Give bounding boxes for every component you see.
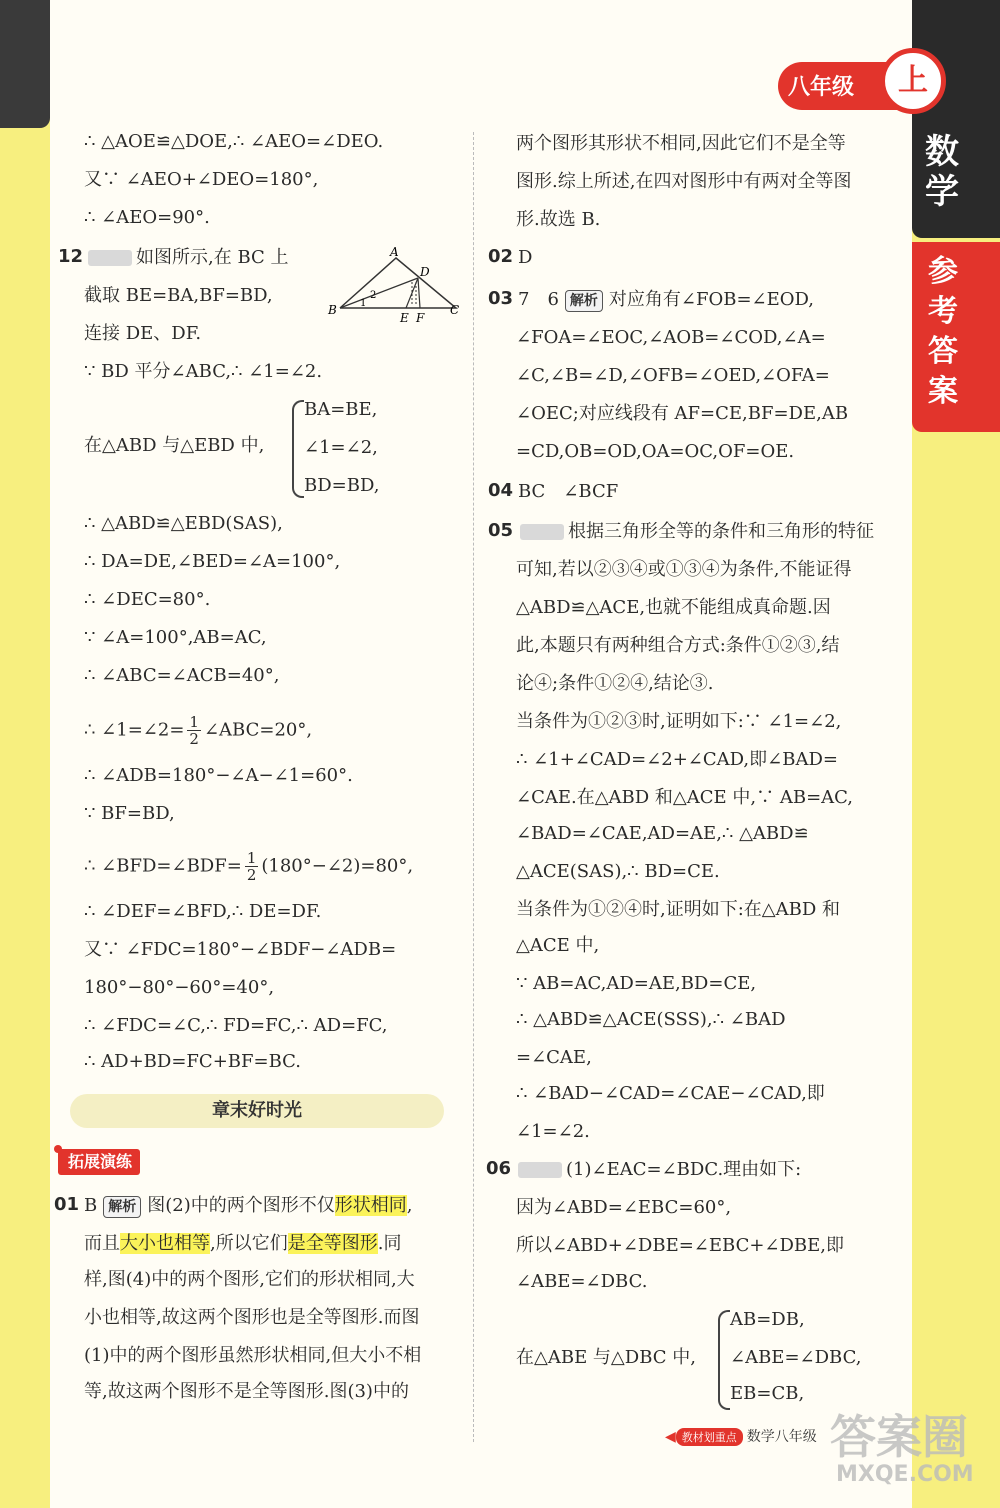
section-char: 案 bbox=[928, 374, 958, 409]
figure-label: C bbox=[450, 303, 460, 317]
text-line: (1)中的两个图形虽然形状相同,但大小不相 bbox=[84, 1345, 422, 1366]
text-line: ∵ AB=AC,AD=AE,BD=CE, bbox=[516, 973, 757, 994]
text-line: 截取 BE=BA,BF=BD, bbox=[84, 285, 273, 306]
figure-label: F bbox=[416, 311, 425, 324]
subject-char: 数 bbox=[925, 132, 959, 172]
term-badge: 上 bbox=[880, 48, 946, 114]
text-line: 图形.综上所述,在四对图形中有两对全等图 bbox=[516, 171, 852, 192]
text-line bbox=[84, 1194, 412, 1218]
text-line: 形.故选 B. bbox=[516, 209, 601, 230]
analysis-badge: 解析 bbox=[565, 290, 603, 312]
text-line: BD=BD, bbox=[304, 475, 380, 496]
brace bbox=[718, 1310, 730, 1410]
figure-label: 2 bbox=[370, 290, 377, 301]
text-span: 根据三角形全等的条件和三角形的特征 bbox=[568, 521, 874, 542]
text-line: ∵ BD 平分∠ABC,∴ ∠1=∠2. bbox=[84, 361, 323, 382]
fraction-line bbox=[84, 850, 413, 883]
figure-label: A bbox=[390, 246, 399, 259]
text-line: ∠BAD=∠CAE,AD=AE,∴ △ABD≌ bbox=[516, 823, 809, 844]
text-line: 因为∠ABD=∠EBC=60°, bbox=[516, 1197, 732, 1218]
analysis-badge: 解析 bbox=[103, 1196, 141, 1218]
text-line: 两个图形其形状不相同,因此它们不是全等 bbox=[516, 133, 846, 154]
watermark-logo bbox=[830, 1412, 974, 1488]
fraction bbox=[245, 850, 259, 883]
text-line: ∠1=∠2. bbox=[516, 1121, 590, 1142]
text-line: ∴ ∠BAD−∠CAD=∠CAE−∠CAD,即 bbox=[516, 1083, 825, 1104]
text-line bbox=[88, 246, 289, 270]
text-span: .同 bbox=[377, 1233, 402, 1254]
section-char: 考 bbox=[928, 294, 958, 329]
figure-label: D bbox=[420, 265, 430, 279]
text-line: ∠FOA=∠EOC,∠AOB=∠COD,∠A= bbox=[516, 327, 826, 348]
text-line: 又∵ ∠FDC=180°−∠BDF−∠ADB= bbox=[84, 939, 397, 960]
fraction-denominator: 2 bbox=[246, 866, 257, 884]
figure-label: B bbox=[328, 303, 337, 317]
text-line: ∠ABE=∠DBC, bbox=[730, 1347, 862, 1368]
fraction-numerator: 1 bbox=[246, 849, 257, 867]
text-line: =CD,OB=OD,OA=OC,OF=OE. bbox=[516, 441, 795, 462]
text-line: ∠1=∠2, bbox=[304, 437, 378, 458]
text-line bbox=[518, 1158, 801, 1182]
text-line: 当条件为①②③时,证明如下:∵ ∠1=∠2, bbox=[516, 711, 842, 732]
triangle-figure bbox=[318, 246, 468, 324]
fraction bbox=[187, 714, 201, 747]
highlight: 形状相同 bbox=[334, 1195, 407, 1216]
extension-label: 拓展演练 bbox=[58, 1149, 140, 1175]
page-footer bbox=[665, 1426, 817, 1446]
text-span: ∴ ∠1=∠2= bbox=[84, 719, 185, 741]
text-line: ∴ ∠ADB=180°−∠A−∠1=60°. bbox=[84, 765, 353, 786]
text-line: ∴ ∠ABC=∠ACB=40°, bbox=[84, 665, 280, 686]
text-line: ∠OEC;对应线段有 AF=CE,BF=DE,AB bbox=[516, 403, 849, 424]
text-span: 对应角有∠FOB=∠EOD, bbox=[608, 289, 815, 310]
highlight: 是全等图形 bbox=[287, 1233, 378, 1254]
subject-char: 学 bbox=[925, 172, 959, 212]
question-number: 01 bbox=[54, 1194, 80, 1215]
section-char: 参 bbox=[928, 254, 958, 289]
text-line: ∴ DA=DE,∠BED=∠A=100°, bbox=[84, 551, 341, 572]
answer: BC ∠BCF bbox=[518, 481, 619, 502]
question-number: 06 bbox=[486, 1158, 512, 1179]
text-line: ∠CAE.在△ABD 和△ACE 中,∵ AB=AC, bbox=[516, 787, 854, 808]
text-line: ∴ ∠AEO=90°. bbox=[84, 207, 210, 228]
text-line: ∴ △ABD≌△ACE(SSS),∴ ∠BAD bbox=[516, 1009, 786, 1030]
fraction-line bbox=[84, 714, 312, 747]
text-span: ∴ ∠BFD=∠BDF= bbox=[84, 855, 242, 877]
section-char: 答 bbox=[928, 334, 958, 369]
text-line: ∴ △ABD≌△EBD(SAS), bbox=[84, 513, 283, 534]
answer: D bbox=[518, 247, 533, 268]
text-line bbox=[518, 288, 814, 312]
text-span: (180°−∠2)=80°, bbox=[261, 855, 414, 877]
text-line: 等,故这两个图形不是全等图形.图(3)中的 bbox=[84, 1381, 409, 1402]
answer-key-label bbox=[920, 252, 966, 412]
question-number: 02 bbox=[488, 246, 514, 267]
text-line: ∴ ∠DEF=∠BFD,∴ DE=DF. bbox=[84, 901, 322, 922]
text-line: 180°−80°−60°=40°, bbox=[84, 977, 275, 998]
fraction-denominator: 2 bbox=[189, 730, 199, 748]
text-line: ∴ ∠DEC=80°. bbox=[84, 589, 211, 610]
text-line: EB=CB, bbox=[730, 1383, 805, 1404]
text-line: =∠CAE, bbox=[516, 1047, 592, 1068]
text-line: ∴ ∠FDC=∠C,∴ FD=FC,∴ AD=FC, bbox=[84, 1015, 388, 1036]
answer-key-tab bbox=[912, 242, 1000, 432]
analysis-badge-faded bbox=[88, 250, 132, 266]
figure-label: 1 bbox=[360, 298, 367, 309]
answer: B bbox=[84, 1195, 98, 1216]
fraction-numerator: 1 bbox=[189, 713, 199, 731]
figure-label: E bbox=[400, 311, 409, 324]
text-span: ,所以它们 bbox=[210, 1233, 288, 1254]
highlight: 大小也相等 bbox=[120, 1233, 210, 1254]
column-divider bbox=[473, 132, 474, 1442]
subject-label bbox=[912, 132, 972, 212]
left-dark-tab bbox=[0, 0, 50, 128]
text-line: 又∵ ∠AEO+∠DEO=180°, bbox=[84, 169, 319, 190]
analysis-badge-faded bbox=[518, 1162, 562, 1178]
text-line: 连接 DE、DF. bbox=[84, 323, 202, 344]
text-span: , bbox=[406, 1195, 413, 1216]
text-line: △ACE(SAS),∴ BD=CE. bbox=[516, 861, 720, 882]
text-line: △ABD≌△ACE,也就不能组成真命题.因 bbox=[516, 597, 831, 618]
text-line: 所以∠ABD+∠DBE=∠EBC+∠DBE,即 bbox=[516, 1235, 845, 1256]
answer: 7 6 bbox=[518, 289, 559, 310]
text-line: 样,图(4)中的两个图形,它们的形状相同,大 bbox=[84, 1269, 415, 1290]
subject-tab bbox=[912, 0, 1000, 238]
text-line: ∴ AD+BD=FC+BF=BC. bbox=[84, 1051, 301, 1072]
question-number: 03 bbox=[488, 288, 514, 309]
text-span: 图(2)中的两个图形不仅 bbox=[147, 1195, 335, 1216]
text-line: BA=BE, bbox=[304, 399, 378, 420]
text-line: △ACE 中, bbox=[516, 935, 600, 956]
text-line: AB=DB, bbox=[730, 1309, 805, 1330]
section-title: 章末好时光 bbox=[70, 1094, 444, 1128]
text-line: 当条件为①②④时,证明如下:在△ABD 和 bbox=[516, 899, 841, 920]
brace bbox=[292, 400, 304, 498]
text-line: 在△ABE 与△DBC 中, bbox=[516, 1347, 696, 1368]
text-line: ∠C,∠B=∠D,∠OFB=∠OED,∠OFA= bbox=[516, 365, 830, 386]
watermark-url: MXQE.COM bbox=[836, 1462, 974, 1487]
text-line bbox=[520, 520, 874, 544]
text-line: 在△ABD 与△EBD 中, bbox=[84, 435, 265, 456]
text-line: 此,本题只有两种组合方式:条件①②③,结 bbox=[516, 635, 840, 656]
text-line: ∵ ∠A=100°,AB=AC, bbox=[84, 627, 267, 648]
grade-label: 八年级 bbox=[788, 75, 855, 100]
text-span: 而且 bbox=[84, 1233, 120, 1254]
text-line: 可知,若以②③④或①③④为条件,不能证得 bbox=[516, 559, 852, 580]
text-line: 论④;条件①②④,结论③. bbox=[516, 673, 714, 694]
text-line: ∴ △AOE≌△DOE,∴ ∠AEO=∠DEO. bbox=[84, 131, 384, 152]
text-span: 如图所示,在 BC 上 bbox=[136, 247, 289, 268]
text-span: ∠ABC=20°, bbox=[203, 719, 313, 741]
text-line: ∠ABE=∠DBC. bbox=[516, 1271, 648, 1292]
left-margin-strip bbox=[0, 0, 50, 1508]
analysis-badge-faded bbox=[520, 524, 564, 540]
text-line bbox=[84, 1232, 401, 1256]
footer-badge: 教材划重点 bbox=[676, 1428, 743, 1446]
watermark-title: 答案圈 bbox=[830, 1410, 968, 1464]
text-line: 小也相等,故这两个图形也是全等图形.而图 bbox=[84, 1307, 420, 1328]
chevron-left-icon: ◀ bbox=[665, 1429, 676, 1445]
text-span: (1)∠EAC=∠BDC.理由如下: bbox=[566, 1159, 802, 1180]
question-number: 05 bbox=[488, 520, 514, 541]
footer-text: 数学八年级 bbox=[746, 1429, 817, 1445]
text-line: ∴ ∠1+∠CAD=∠2+∠CAD,即∠BAD= bbox=[516, 749, 838, 770]
question-number: 04 bbox=[488, 480, 514, 501]
question-number: 12 bbox=[58, 246, 84, 267]
text-line: ∵ BF=BD, bbox=[84, 803, 175, 824]
